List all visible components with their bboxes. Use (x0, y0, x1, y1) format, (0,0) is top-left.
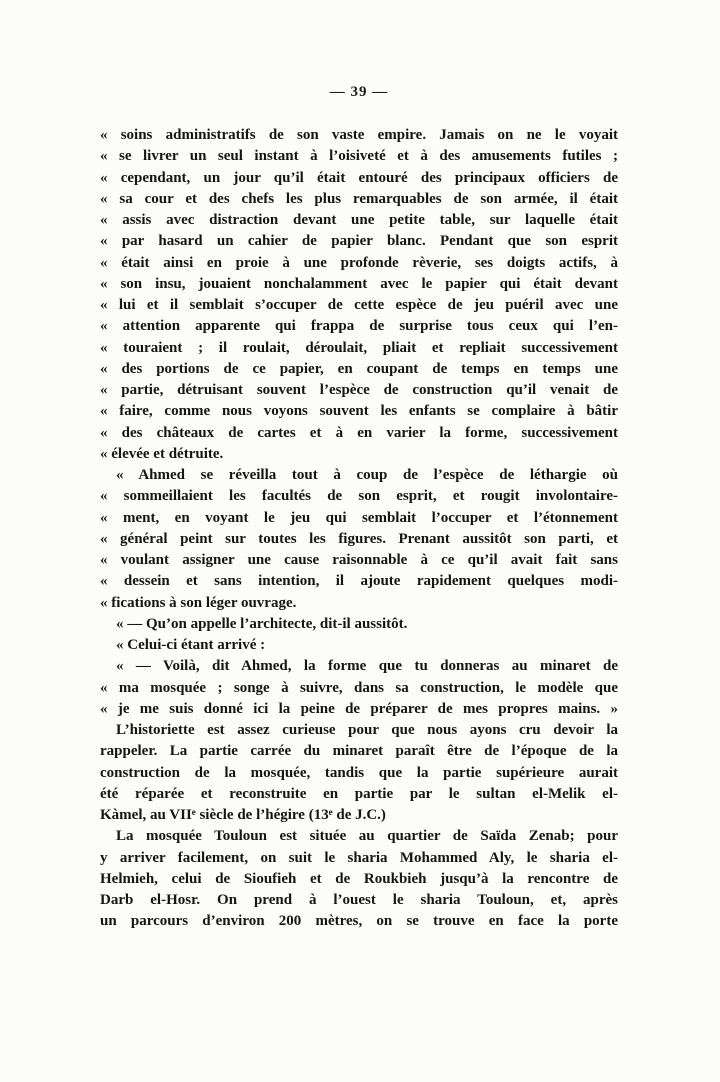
text-line: Helmieh, celui de Sioufieh et de Roukbieh jusqu’à la rencontre de (100, 870, 618, 887)
page-number: — 39 — (329, 84, 389, 100)
text-line: « Ahmed se réveilla tout à coup de l’espèce de léthargie où (116, 467, 618, 483)
text-line: « touraient ; il roulait, déroulait, pliait et repliait successivement (100, 339, 618, 356)
text-line: « par hasard un cahier de papier blanc. Pendant que son esprit (100, 233, 618, 250)
text-line: « voulant assigner une cause raisonnable à ce qu’il avait fait sans (100, 552, 618, 568)
text-line: « général peint sur toutes les figures. Prenant aussitôt son parti, et (100, 530, 618, 547)
text-line: « dessein et sans intention, il ajoute rapidement quelques modi- (100, 573, 618, 590)
page-text (100, 125, 618, 933)
text-line: L’historiette est assez curieuse pour que nous ayons cru devoir la (116, 722, 618, 738)
text-line: rappeler. La partie carrée du minaret paraît être de l’époque de la (100, 743, 618, 760)
text-line: « fications à son léger ouvrage. (100, 594, 297, 611)
text-line: Kàmel, au VIIᵉ siècle de l’hégire (13ᵉ de J.C.) (100, 807, 386, 823)
text-line: « ment, en voyant le jeu qui semblait l’occuper et l’étonnement (100, 509, 618, 526)
text-line: « soins administratifs de son vaste empire. Jamais on ne le voyait (100, 127, 618, 143)
text-line: « partie, détruisant souvent l’espèce de construction qu’il venait de (100, 382, 618, 398)
text-line: « sommeillaient les facultés de son esprit, et rougit involontaire- (100, 488, 618, 505)
text-line: « son insu, jouaient nonchalamment avec le papier qui était devant (100, 275, 618, 292)
text-line: « faire, comme nous voyons souvent les enfants se complaire à bâtir (100, 403, 618, 420)
text-line: « Celui-ci étant arrivé : (116, 637, 266, 653)
text-line: construction de la mosquée, tandis que la partie supérieure aurait (100, 764, 618, 781)
text-line: un parcours d’environ 200 mètres, on se trouve en face la porte (100, 913, 618, 930)
text-line: « je me suis donné ici la peine de préparer de mes propres mains. » (100, 700, 618, 717)
text-line: « sa cour et des chefs les plus remarquables de son armée, il était (100, 190, 618, 207)
text-line: Darb el-Hosr. On prend à l’ouest le sharia Touloun, et, après (100, 892, 618, 908)
text-line: « élevée et détruite. (100, 445, 224, 462)
text-line: « était ainsi en proie à une profonde rèverie, ses doigts actifs, à (100, 254, 618, 271)
text-line: y arriver facilement, on suit le sharia Mohammed Aly, le sharia el- (100, 849, 618, 866)
text-line: « des châteaux de cartes et à en varier la forme, successivement (100, 424, 618, 441)
text-line: « assis avec distraction devant une petite table, sur laquelle était (100, 212, 618, 228)
text-line: « lui et il semblait s’occuper de cette espèce de jeu puéril avec une (100, 297, 618, 313)
text-line: « des portions de ce papier, en coupant de temps en temps une (100, 360, 618, 377)
text-line: « — Qu’on appelle l’architecte, dit-il aussitôt. (116, 615, 408, 632)
text-line: « se livrer un seul instant à l’oisiveté et à des amusements futiles ; (100, 148, 618, 165)
text-line: « — Voilà, dit Ahmed, la forme que tu donneras au minaret de (116, 658, 618, 675)
text-line: La mosquée Touloun est située au quartier de Saïda Zenab; pour (116, 828, 618, 845)
text-line: été réparée et reconstruite en partie par le sultan el-Melik el- (100, 785, 618, 802)
text-line: « cependant, un jour qu’il était entouré des principaux officiers de (100, 169, 618, 186)
text-line: « attention apparente qui frappa de surprise tous ceux qui l’en- (100, 318, 618, 335)
text-line: « ma mosquée ; songe à suivre, dans sa construction, le modèle que (100, 679, 618, 696)
